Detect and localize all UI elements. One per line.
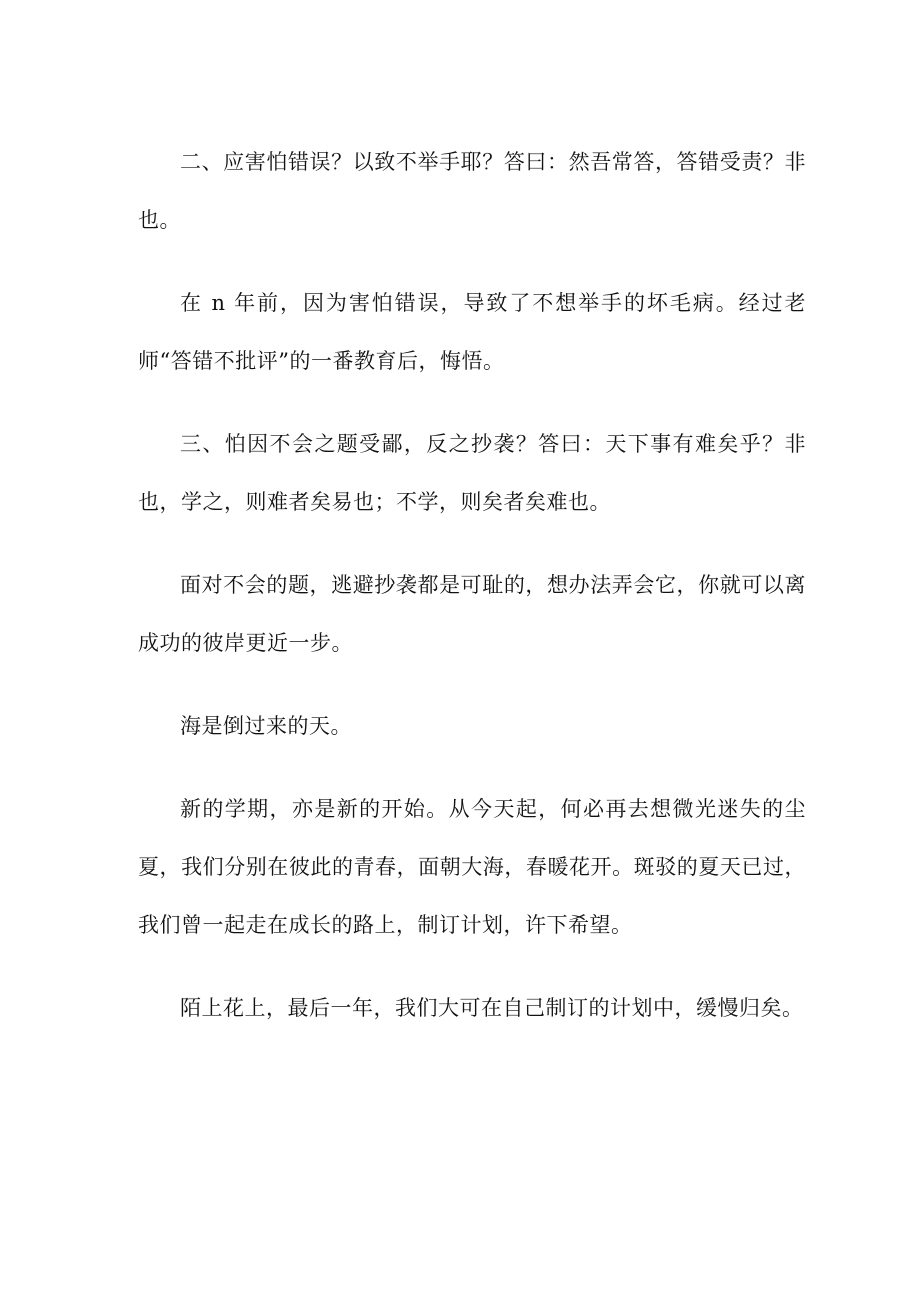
paragraph-new-semester: 新的学期，亦是新的开始。从今天起，何必再去想微光迷失的尘夏，我们分别在彼此的青春，面朝大海，春暖花开。斑驳的夏天已过，我们曾一起走在成长的路上，制订计划，许下希望。 <box>138 797 806 937</box>
paragraph-closing: 陌上花上，最后一年，我们大可在自己制订的计划中，缓慢归矣。 <box>180 996 804 1020</box>
paragraph-reflection-one: 在 n 年前，因为害怕错误，导致了不想举手的坏毛病。经过老师“答错不批评”的一番教育后，悔悟。 <box>138 291 806 373</box>
paragraph-sea-sky: 海是倒过来的天。 <box>180 714 352 738</box>
document-body <box>138 133 806 1062</box>
paragraph-reflection-two: 面对不会的题，逃避抄袭都是可耻的，想办法弄会它，你就可以离成功的彼岸更近一步。 <box>138 573 806 655</box>
paragraph-question-three: 三、怕因不会之题受鄙，反之抄袭？答曰：天下事有难矣乎？非也，学之，则难者矣易也；不学，则矣者矣难也。 <box>138 432 806 514</box>
paragraph-question-two: 二、应害怕错误？以致不举手耶？答曰：然吾常答，答错受责？非也。 <box>138 150 806 232</box>
